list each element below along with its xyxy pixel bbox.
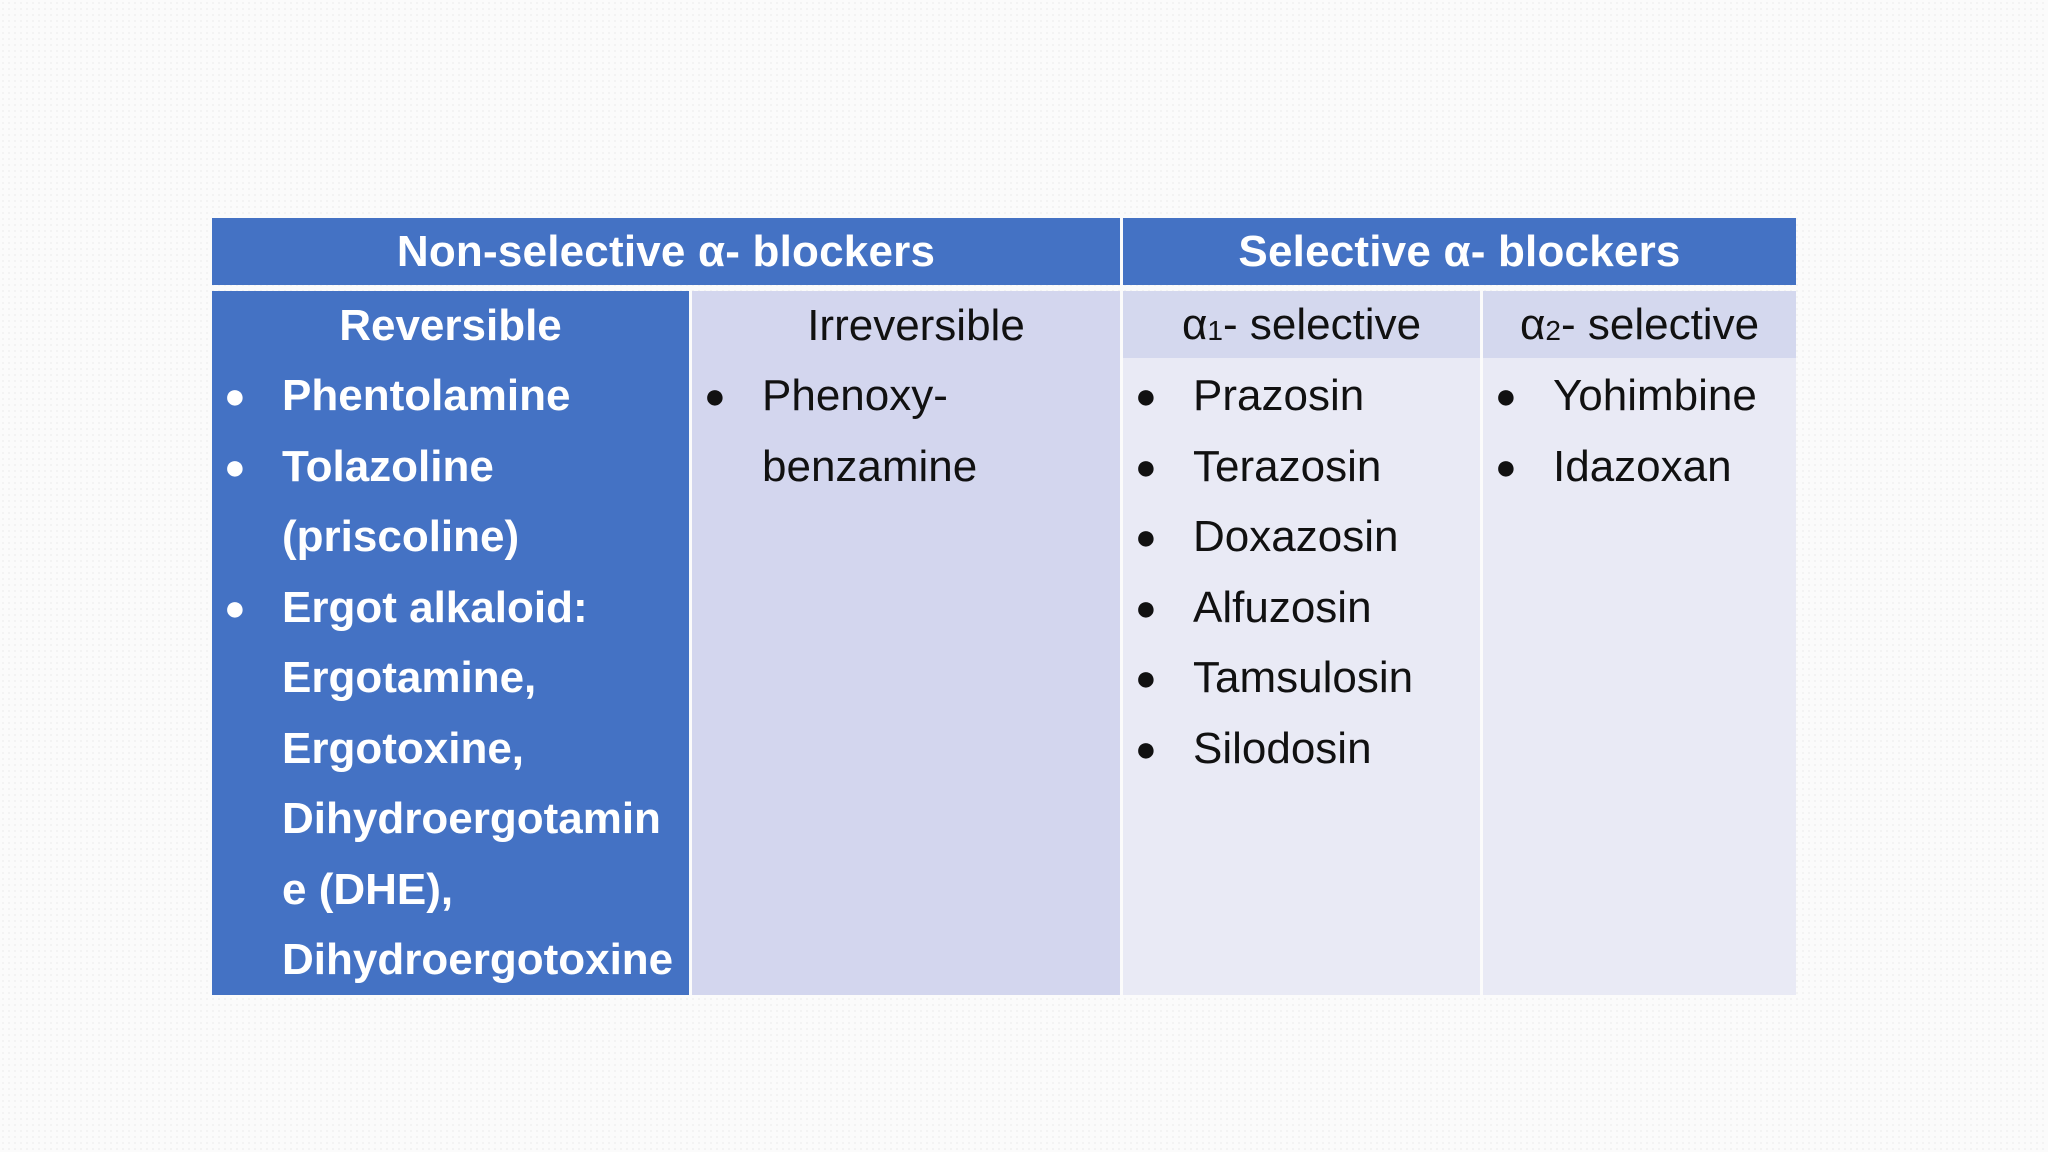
column-alpha2-selective (1483, 291, 1796, 995)
list-item: ● Tolazoline (212, 432, 689, 503)
irreversible-title: Irreversible (807, 301, 1025, 350)
list-item-continuation: Ergotoxine, (282, 723, 525, 773)
list-item: ● Ergot alkaloid: (212, 573, 689, 644)
alpha1-title: α $_1$ - selective (1123, 291, 1480, 358)
bullet-icon: ● (224, 445, 246, 487)
list-item-continuation: Ergotamine, (282, 653, 537, 702)
alpha-blockers-table (212, 218, 1796, 995)
list-item: ● Silodosin (1123, 714, 1480, 785)
list-item-continuation: Dihydroergotoxine (282, 935, 674, 984)
bullet-icon: ● (1135, 586, 1157, 628)
reversible-title: Reversible (339, 301, 562, 350)
header-non-selective (212, 218, 1120, 285)
bullet-icon: ● (1495, 375, 1517, 416)
list-item: ● Terazosin (1123, 432, 1480, 503)
list-item: ● Phenoxy- (692, 361, 1120, 432)
column-alpha1-selective (1123, 291, 1480, 995)
irreversible-list (692, 361, 1120, 502)
alpha1-list (1123, 361, 1480, 784)
list-item: ● Idazoxan (1483, 432, 1796, 503)
bullet-icon: ● (1495, 445, 1517, 487)
bullet-icon: ● (1135, 445, 1157, 487)
list-item-continuation: (priscoline) (282, 512, 520, 561)
alpha2-list (1483, 361, 1796, 502)
header-selective (1123, 218, 1796, 285)
alpha2-title: α $_2$ - selective (1483, 291, 1796, 358)
column-irreversible (692, 291, 1120, 995)
list-item: ● Alfuzosin (1123, 573, 1480, 644)
bullet-icon: ● (1135, 657, 1157, 698)
bullet-icon: ● (1135, 516, 1157, 557)
header-non-selective-text: Non-selective α- blockers (396, 226, 936, 276)
column-reversible (212, 291, 689, 995)
list-item: ● Doxazosin (1123, 502, 1480, 573)
list-item: ● Phentolamine (212, 361, 689, 432)
bullet-icon: ● (224, 586, 246, 628)
list-item-continuation: benzamine (762, 441, 978, 491)
bullet-icon: ● (1135, 727, 1157, 769)
bullet-icon: ● (224, 375, 246, 416)
reversible-list (212, 361, 689, 996)
list-item: ● Yohimbine (1483, 361, 1796, 432)
list-item: ● Tamsulosin (1123, 643, 1480, 714)
bullet-icon: ● (704, 375, 726, 416)
list-item-continuation: Dihydroergotamin (282, 794, 661, 843)
list-item: ● Prazosin (1123, 361, 1480, 432)
bullet-icon: ● (1135, 375, 1157, 416)
list-item-continuation: e (DHE), (282, 864, 454, 914)
header-selective-text: Selective α- blockers (1238, 226, 1681, 276)
